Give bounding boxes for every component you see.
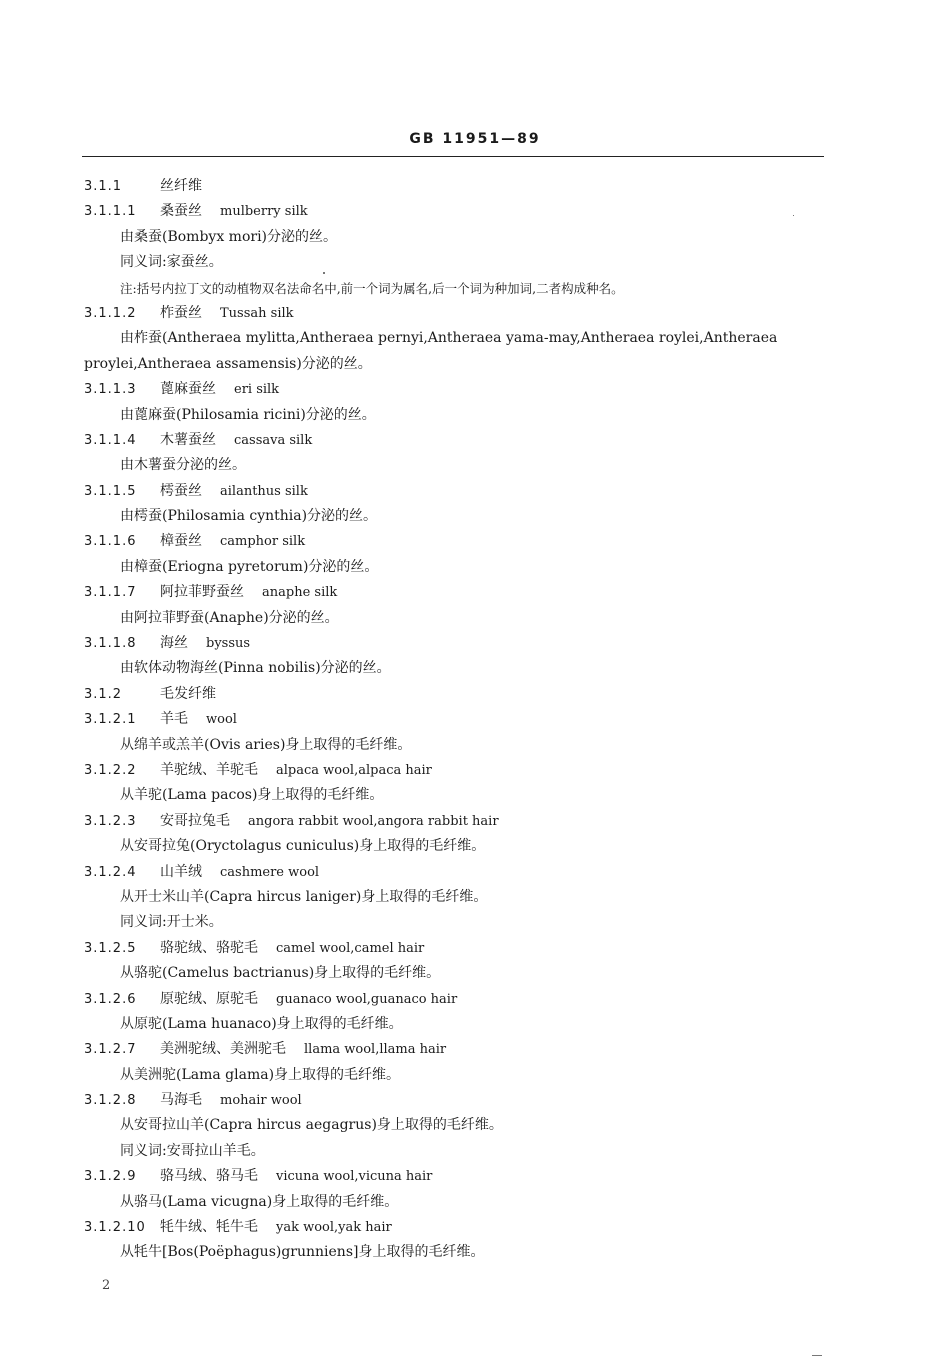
term-chinese: 樗蚕丝 bbox=[160, 482, 202, 499]
term-number: 3.1.1.6 bbox=[84, 534, 137, 550]
scan-speck bbox=[323, 272, 325, 274]
term-heading bbox=[84, 631, 784, 656]
term-english: wool bbox=[206, 712, 237, 728]
term-chinese: 蓖麻蚕丝 bbox=[160, 381, 216, 398]
term-english: mulberry silk bbox=[220, 204, 308, 220]
term-number: 3.1.1.5 bbox=[84, 483, 137, 499]
definition-text: 从安哥拉兔(Oryctolagus cuniculus)身上取得的毛纤维。 bbox=[120, 838, 486, 855]
term-english: cashmere wool bbox=[220, 864, 320, 880]
term-number: 3.1.2.3 bbox=[84, 813, 137, 829]
term-chinese: 桑蚕丝 bbox=[160, 203, 202, 220]
term-heading bbox=[84, 860, 784, 885]
term-chinese: 山羊绒 bbox=[160, 863, 202, 880]
term-number: 3.1.1.4 bbox=[84, 432, 137, 448]
term-number: 3.1.2.5 bbox=[84, 940, 137, 956]
term-english: alpaca wool,alpaca hair bbox=[276, 762, 432, 778]
term-heading bbox=[84, 479, 784, 504]
term-number: 3.1.2.9 bbox=[84, 1169, 137, 1185]
term-number: 3.1.1.7 bbox=[84, 585, 137, 601]
term-chinese: 丝纤维 bbox=[160, 178, 202, 194]
definition-text: 由蓖麻蚕(Philosamia ricini)分泌的丝。 bbox=[120, 406, 376, 423]
definition-text: 从安哥拉山羊(Capra hircus aegagrus)身上取得的毛纤维。 bbox=[120, 1117, 503, 1134]
definition-text: 由桑蚕(Bombyx mori)分泌的丝。 bbox=[120, 228, 338, 245]
definition-text: 由樗蚕(Philosamia cynthia)分泌的丝。 bbox=[120, 508, 378, 525]
term-number: 3.1.2.1 bbox=[84, 712, 137, 728]
scan-speck bbox=[812, 1355, 822, 1356]
definition-text: 从原驼(Lama huanaco)身上取得的毛纤维。 bbox=[120, 1015, 403, 1032]
term-heading bbox=[84, 199, 784, 224]
scan-speck bbox=[793, 215, 794, 216]
term-heading bbox=[84, 529, 784, 554]
definition-text: 从羊驼(Lama pacos)身上取得的毛纤维。 bbox=[120, 787, 384, 804]
term-number: 3.1.1.8 bbox=[84, 636, 137, 652]
document-body bbox=[84, 174, 784, 1266]
definition-text: 由木薯蚕分泌的丝。 bbox=[120, 457, 246, 474]
term-number: 3.1.2 bbox=[84, 686, 123, 702]
term-english: llama wool,llama hair bbox=[304, 1042, 447, 1058]
definition-text: 同义词:开士米。 bbox=[120, 914, 223, 931]
definition-text: 从骆驼(Camelus bactrianus)身上取得的毛纤维。 bbox=[120, 965, 441, 982]
term-number: 3.1.1.3 bbox=[84, 382, 137, 398]
term-english: guanaco wool,guanaco hair bbox=[276, 991, 458, 1007]
term-heading bbox=[84, 682, 784, 707]
term-chinese: 马海毛 bbox=[160, 1092, 202, 1109]
term-chinese: 羊驼绒、羊驼毛 bbox=[160, 761, 258, 778]
term-english: cassava silk bbox=[234, 432, 313, 448]
term-chinese: 美洲驼绒、美洲驼毛 bbox=[160, 1041, 286, 1058]
note-text: 注:括号内拉丁文的动植物双名法命名中,前一个词为属名,后一个词为种加词,二者构成种名。 bbox=[120, 280, 624, 296]
definition-text: 由阿拉菲野蚕(Anaphe)分泌的丝。 bbox=[120, 609, 339, 626]
definition-text: 同义词:家蚕丝。 bbox=[120, 254, 223, 271]
definition-text: 从骆马(Lama vicugna)身上取得的毛纤维。 bbox=[120, 1193, 399, 1210]
term-number: 3.1.2.6 bbox=[84, 991, 137, 1007]
term-chinese: 樟蚕丝 bbox=[160, 533, 202, 550]
term-number: 3.1.1.1 bbox=[84, 204, 137, 220]
definition-text: 从开士米山羊(Capra hircus laniger)身上取得的毛纤维。 bbox=[120, 888, 488, 905]
term-english: angora rabbit wool,angora rabbit hair bbox=[248, 813, 499, 829]
term-chinese: 牦牛绒、牦牛毛 bbox=[160, 1219, 258, 1236]
term-chinese: 骆驼绒、骆驼毛 bbox=[160, 939, 258, 956]
definition-text: 从牦牛[Bos(Poëphagus)grunniens]身上取得的毛纤维。 bbox=[120, 1244, 485, 1261]
term-number: 3.1.2.10 bbox=[84, 1220, 146, 1236]
header-rule bbox=[82, 156, 824, 157]
term-english: ailanthus silk bbox=[220, 483, 308, 499]
term-heading bbox=[84, 987, 784, 1012]
term-heading bbox=[84, 377, 784, 402]
term-chinese: 海丝 bbox=[160, 635, 188, 652]
term-heading bbox=[84, 428, 784, 453]
term-heading bbox=[84, 758, 784, 783]
term-heading bbox=[84, 174, 784, 199]
definition-text: 由樟蚕(Eriogna pyretorum)分泌的丝。 bbox=[120, 558, 379, 575]
term-chinese: 阿拉菲野蚕丝 bbox=[160, 584, 244, 601]
document-header: GB 11951—89 bbox=[409, 131, 541, 147]
definition-text: 由柞蚕(Antheraea mylitta,Antheraea pernyi,Antheraea yama-may,Antheraea roylei,Antheraea bbox=[120, 330, 778, 347]
term-heading bbox=[84, 1037, 784, 1062]
term-english: yak wool,yak hair bbox=[276, 1220, 392, 1236]
term-chinese: 安哥拉兔毛 bbox=[160, 812, 230, 829]
term-chinese: 骆马绒、骆马毛 bbox=[160, 1168, 258, 1185]
term-number: 3.1.2.8 bbox=[84, 1093, 137, 1109]
definition-text: proylei,Antheraea assamensis)分泌的丝。 bbox=[84, 355, 372, 372]
term-heading bbox=[84, 301, 784, 326]
term-chinese: 羊毛 bbox=[160, 711, 188, 728]
term-heading bbox=[84, 1215, 784, 1240]
term-english: byssus bbox=[206, 636, 251, 652]
term-english: camel wool,camel hair bbox=[276, 940, 425, 956]
term-number: 3.1.1.2 bbox=[84, 305, 137, 321]
term-english: Tussah silk bbox=[220, 305, 294, 321]
term-chinese: 原驼绒、原驼毛 bbox=[160, 990, 258, 1007]
term-heading bbox=[84, 580, 784, 605]
definition-text: 从绵羊或羔羊(Ovis aries)身上取得的毛纤维。 bbox=[120, 736, 412, 753]
term-chinese: 毛发纤维 bbox=[160, 685, 216, 702]
definition-text: 从美洲驼(Lama glama)身上取得的毛纤维。 bbox=[120, 1066, 401, 1083]
term-heading bbox=[84, 809, 784, 834]
term-chinese: 木薯蚕丝 bbox=[160, 431, 216, 448]
term-english: eri silk bbox=[234, 382, 280, 398]
term-number: 3.1.1 bbox=[84, 179, 123, 194]
page-number: 2 bbox=[102, 1278, 111, 1293]
term-english: mohair wool bbox=[220, 1093, 302, 1109]
term-heading bbox=[84, 936, 784, 961]
term-chinese: 柞蚕丝 bbox=[160, 304, 202, 321]
term-heading bbox=[84, 707, 784, 732]
term-heading bbox=[84, 1164, 784, 1189]
term-english: vicuna wool,vicuna hair bbox=[276, 1169, 433, 1185]
definition-text: 同义词:安哥拉山羊毛。 bbox=[120, 1142, 265, 1159]
term-english: anaphe silk bbox=[262, 585, 338, 601]
term-number: 3.1.2.4 bbox=[84, 864, 137, 880]
term-english: camphor silk bbox=[220, 534, 306, 550]
definition-text: 由软体动物海丝(Pinna nobilis)分泌的丝。 bbox=[120, 660, 391, 677]
term-number: 3.1.2.2 bbox=[84, 762, 137, 778]
term-heading bbox=[84, 1088, 784, 1113]
term-number: 3.1.2.7 bbox=[84, 1042, 137, 1058]
